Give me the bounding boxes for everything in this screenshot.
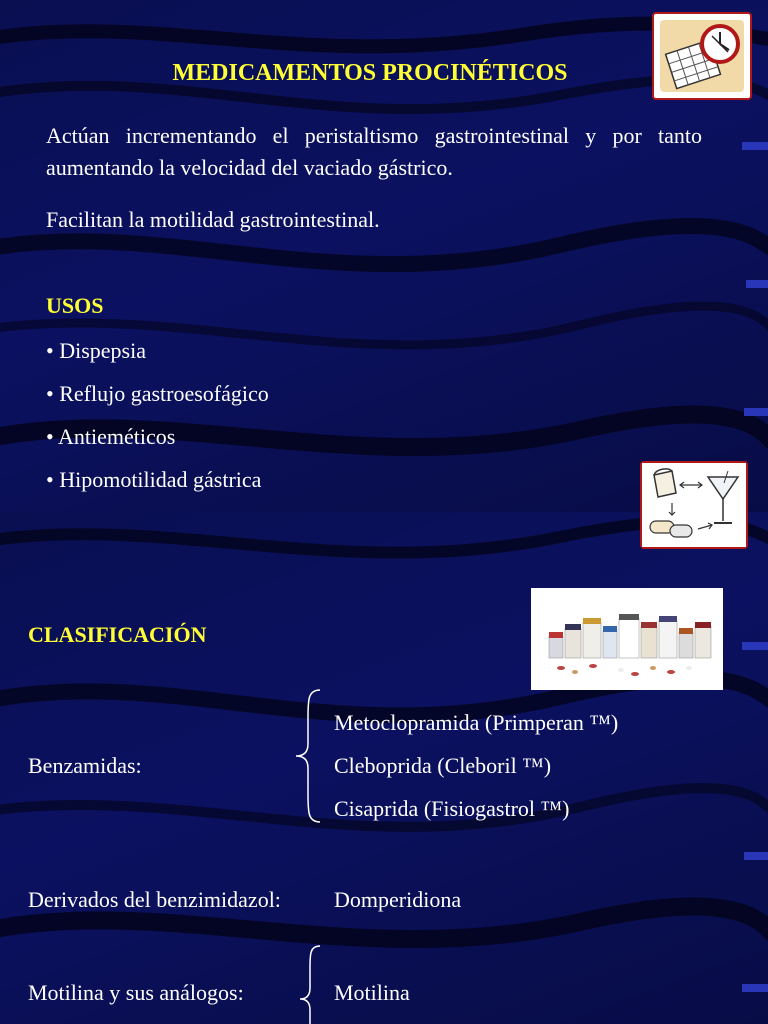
food-drink-pills-icon: [642, 463, 746, 547]
group-label-benzamidas: Benzamidas:: [28, 753, 142, 778]
calendar-clock-clipart: [652, 12, 752, 100]
medicine-bottles-icon: [531, 588, 723, 690]
drug-item: Cleboprida (Cleboril ™): [334, 753, 552, 778]
use-item: • Dispepsia: [46, 338, 146, 363]
group-label-benzimidazol: Derivados del benzimidazol:: [28, 887, 281, 912]
motility-paragraph: Facilitan la motilidad gastrointestinal.: [46, 207, 380, 232]
motilina-brace: [296, 944, 324, 1024]
slide-title: MEDICAMENTOS PROCINÉTICOS: [172, 60, 568, 86]
medicine-bottles-photo: [531, 588, 723, 690]
use-item: • Hipomotilidad gástrica: [46, 467, 262, 492]
uses-heading: USOS: [46, 293, 104, 318]
benzamidas-brace: [292, 688, 324, 824]
description-paragraph: Actúan incrementando el peristaltismo gastrointestinal y por tanto aumentando la velocidad del vaciado gástrico.: [46, 123, 702, 180]
slide-2: [0, 512, 768, 1024]
calendar-clock-icon: [654, 14, 750, 98]
classification-heading: CLASIFICACIÓN: [28, 622, 207, 647]
group-label-motilina: Motilina y sus análogos:: [28, 980, 244, 1005]
use-item: • Antieméticos: [46, 424, 176, 449]
food-drink-pills-clipart-full: [640, 461, 748, 549]
drug-item: Cisaprida (Fisiogastrol ™): [334, 796, 570, 821]
drug-item: Motilina: [334, 980, 410, 1005]
use-item: • Reflujo gastroesofágico: [46, 381, 269, 406]
drug-item: Metoclopramida (Primperan ™): [334, 710, 619, 735]
drug-item: Domperidiona: [334, 887, 462, 912]
